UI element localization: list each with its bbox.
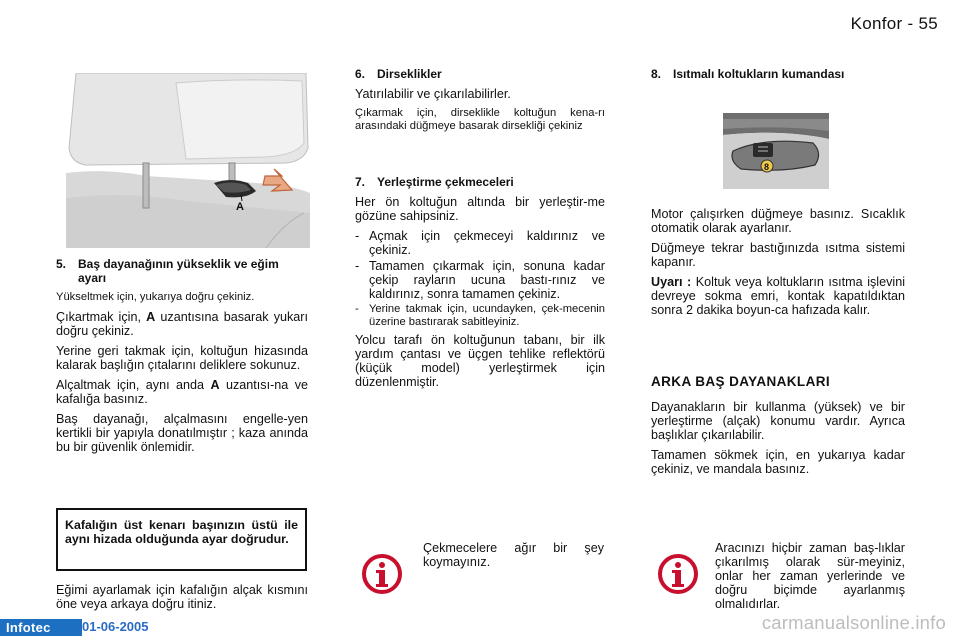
section-5-safety-text: Baş dayanağı, alçalmasını engelle-yen kertikli bir yapıyla donatılmıştır ; kaza anında bu bir güvenlik önlemidir. — [56, 412, 308, 454]
column-2 — [355, 67, 605, 395]
section-6-text-2: Çıkarmak için, dirseklikle koltuğun kena-rı arasındaki düğmeye basarak dirsekliği çekiniz — [355, 107, 605, 132]
page-header-title: Konfor - 55 — [850, 14, 938, 33]
infotec-badge-label: Infotec — [6, 620, 51, 635]
section-7-text-1: Her ön koltuğun altında bir yerleştir-me gözüne sahipsiniz. — [355, 195, 605, 223]
remove-text-a: Çıkartmak için, — [56, 310, 147, 324]
lower-text-c: uzantısı-na ve kafalığa basınız. — [56, 378, 308, 406]
column-3 — [651, 207, 905, 323]
rear-headrests-title: ARKA BAŞ DAYANAKLARI — [651, 374, 831, 389]
section-8-text-1: Motor çalışırken düğmeye basınız. Sıcaklık otomatik olarak ayarlanır. — [651, 207, 905, 235]
section-7-title: Yerleştirme çekmeceleri — [377, 175, 514, 189]
section-5-lower-text — [56, 378, 308, 406]
rear-headrests-text-2: Tamamen sökmek için, en yukarıya kadar çekiniz, ve mandala basınız. — [651, 448, 905, 476]
section-7-text-2: Yolcu tarafı ön koltuğunun tabanı, bir ilk yardım çantası ve üçgen tehlike reflektörü (küçük model) yerleştirmek için düzenlenmiştir. — [355, 333, 605, 389]
section-6-number: 6. — [355, 67, 366, 81]
section-8-warning — [651, 275, 905, 317]
figure-label-8: 8 — [764, 162, 770, 172]
tilt-instruction — [56, 583, 308, 617]
section-7-list — [355, 229, 605, 329]
footer-date: 01-06-2005 — [82, 619, 149, 634]
section-8-title: Isıtmalı koltukların kumandası — [673, 67, 845, 81]
figure-label-a: A — [236, 201, 244, 213]
section-8-number: 8. — [651, 67, 662, 81]
info-icon — [361, 553, 403, 595]
warning-label: Uyarı : — [651, 275, 692, 289]
section-6-text-1: Yatırılabilir ve çıkarılabilirler. — [355, 87, 511, 101]
section-5-refit-text: Yerine geri takmak için, koltuğun hizasında kalarak başlığın çıtalarını deliklere sokunuz. — [56, 344, 308, 372]
watermark: carmanualsonline.info — [761, 612, 946, 633]
section-5-title: Baş dayanağının yükseklik ve eğim ayarı — [78, 257, 279, 285]
section-8-text-2: Düğmeye tekrar bastığınızda ısıtma sistemi kapanır. — [651, 241, 905, 269]
section-6-title: Dirseklikler — [377, 67, 442, 81]
info-note-drawers — [423, 541, 604, 575]
tilt-instruction-text: Eğimi ayarlamak için kafalığın alçak kısmını öne veya arkaya doğru itiniz. — [56, 583, 308, 611]
section-7-number: 7. — [355, 175, 366, 189]
headrest-illustration — [66, 73, 310, 248]
lower-text-a: Alçaltmak için, aynı anda — [56, 378, 211, 392]
heated-seat-switch-illustration — [723, 113, 829, 189]
rear-headrests-text-1: Dayanakların bir kullanma (yüksek) ve bir yerleştirme (alçak) konumu vardır. Ayrıca başlıklar çıkarılabilir. — [651, 400, 905, 442]
section-7-heading — [355, 175, 605, 189]
section-6-heading — [355, 67, 605, 81]
infotec-badge — [0, 619, 82, 636]
list-item: - Açmak için çekmeceyi kaldırınız ve çekiniz. — [355, 229, 605, 257]
section-8-heading-block — [651, 67, 911, 87]
info-note-drawers-text: Çekmecelere ağır bir şey koymayınız. — [423, 541, 604, 569]
info-icon — [657, 553, 699, 595]
section-8-heading — [651, 67, 911, 81]
remove-text-c: uzantısına basarak yukarı doğru çekiniz. — [56, 310, 308, 338]
info-note-headrests-text: Aracınızı hiçbir zaman baş-lıklar çıkarılmış olarak sür-meyiniz, onlar her zaman yerlerinde ve doğru biçimde ayarlanmış olmalıdırlar. — [715, 541, 905, 611]
list-item: - Tamamen çıkarmak için, sonuna kadar çekip rayların ucuna bastı-rınız ve kaldırınız, sonra tamamen çekiniz. — [355, 259, 605, 301]
section-5-remove-text — [56, 310, 308, 338]
section-5-intro: Yükseltmek için, yukarıya doğru çekiniz. — [56, 291, 255, 303]
column-1 — [56, 257, 308, 460]
warning-text: Koltuk veya koltukların ısıtma işlevini devreye sokma emri, kontak kapatıldıktan sonra 2 dakika boyun-ca hafızada kalır. — [651, 275, 905, 317]
list-item: - Yerine takmak için, ucundayken, çek-mecenin üzerine bastırarak sabitleyiniz. — [355, 303, 605, 329]
warning-box: Kafalığın üst kenarı başınızın üstü ile aynı hizada olduğunda ayar doğrudur. — [56, 508, 307, 571]
section-5-number: 5. — [56, 257, 67, 271]
section-5-heading — [56, 257, 308, 285]
rear-headrests-body — [651, 400, 905, 482]
remove-text-a-label: A — [146, 310, 156, 324]
lower-text-a-label: A — [210, 378, 220, 392]
info-note-headrests — [715, 541, 905, 617]
